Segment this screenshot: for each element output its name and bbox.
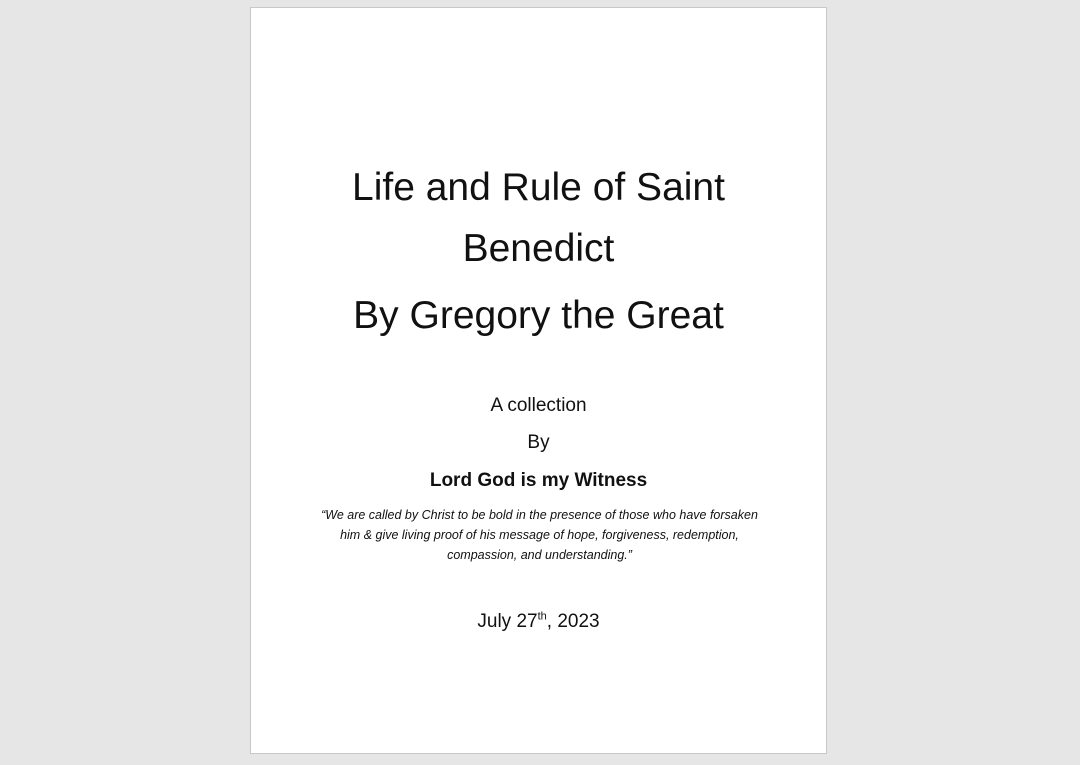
document-page[interactable]	[250, 7, 827, 754]
by-label: By	[527, 432, 550, 453]
byline: By Gregory the Great	[353, 294, 724, 337]
author-name: Lord God is my Witness	[429, 470, 648, 491]
title-line-1: Life and Rule of Saint	[352, 166, 725, 209]
quote-text: “We are called by Christ to be bold in the presence of those who have forsaken him & give living proof of his message of hope, forgiveness, redemption, compassion, and understanding.”	[321, 508, 758, 562]
date-ordinal-suffix: th	[537, 610, 547, 623]
title-line-2: Benedict	[462, 227, 615, 270]
date-year: , 2023	[546, 611, 600, 632]
date-month-day: July 27	[477, 611, 538, 632]
document-date	[251, 610, 826, 634]
collection-label: A collection	[490, 395, 587, 416]
